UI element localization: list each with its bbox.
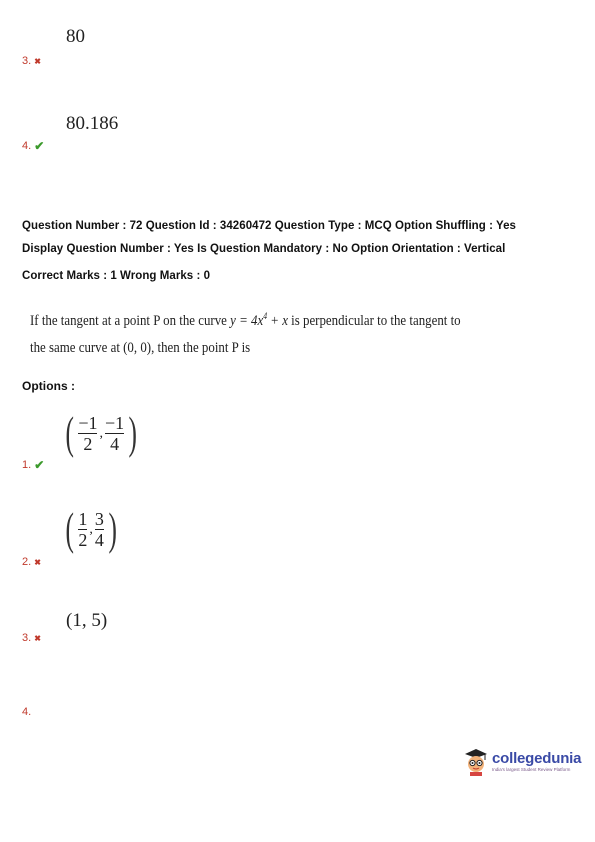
question-part2: is perpendicular to the tangent to	[287, 313, 461, 329]
option-1-number: 1.	[22, 459, 32, 471]
fraction: $\frac{-1}{4}$	[104, 412, 125, 454]
question-meta-line3: Correct Marks : 1 Wrong Marks : 0	[22, 270, 211, 282]
equation-tail: + x	[267, 313, 288, 329]
option-4	[22, 706, 31, 718]
cross-icon: ✖	[34, 557, 41, 567]
equation-exponent: 4	[263, 311, 268, 321]
prev-option-4-value: 80.186	[66, 113, 119, 134]
fraction: $\frac{3}{4}$	[94, 508, 104, 550]
cross-icon: ✖	[34, 56, 41, 66]
question-meta-line2: Display Question Number : Yes Is Question Mandatory : No Option Orientation : Vertical	[22, 243, 506, 255]
option-3-value: (1, 5)	[66, 610, 108, 631]
prev-option-3-number: 3.	[22, 55, 32, 67]
equation-main: y = 4x	[230, 313, 264, 329]
logo-tagline: India's largest Student Review Platform	[492, 767, 571, 772]
question-part1: If the tangent at a point P on the curve	[30, 313, 231, 329]
prev-option-4	[22, 139, 44, 153]
question-line-2: the same curve at (0, 0), then the point P is	[30, 340, 251, 356]
question-line-1	[30, 303, 461, 335]
option-2-value: ( $\frac{1}{2}$ , $\frac{3}{4}$ )	[65, 503, 117, 554]
equation	[230, 313, 288, 329]
option-4-number: 4.	[22, 706, 32, 718]
option-2	[22, 556, 41, 568]
fraction: $\frac{1}{2}$	[78, 508, 88, 550]
option-2-number: 2.	[22, 556, 32, 568]
question-text	[30, 303, 461, 362]
graduate-mascot-icon	[463, 746, 489, 776]
prev-option-4-number: 4.	[22, 140, 32, 152]
cross-icon: ✖	[34, 633, 41, 643]
option-1-value: ( $\frac{-1}{2}$ , $\frac{-1}{4}$ )	[65, 407, 138, 458]
option-3-number: 3.	[22, 632, 32, 644]
option-3	[22, 632, 41, 644]
options-label: Options :	[22, 379, 76, 393]
logo-name: collegedunia	[492, 750, 582, 767]
check-icon: ✔	[34, 139, 45, 153]
check-icon: ✔	[34, 458, 45, 472]
fraction: $\frac{-1}{2}$	[78, 412, 98, 454]
prev-option-3-value: 80	[66, 26, 85, 47]
question-meta-line1: Question Number : 72 Question Id : 34260472 Question Type : MCQ Option Shuffling : Yes	[22, 220, 516, 232]
collegedunia-logo	[463, 746, 581, 776]
option-1	[22, 458, 44, 472]
prev-option-3	[22, 55, 41, 67]
